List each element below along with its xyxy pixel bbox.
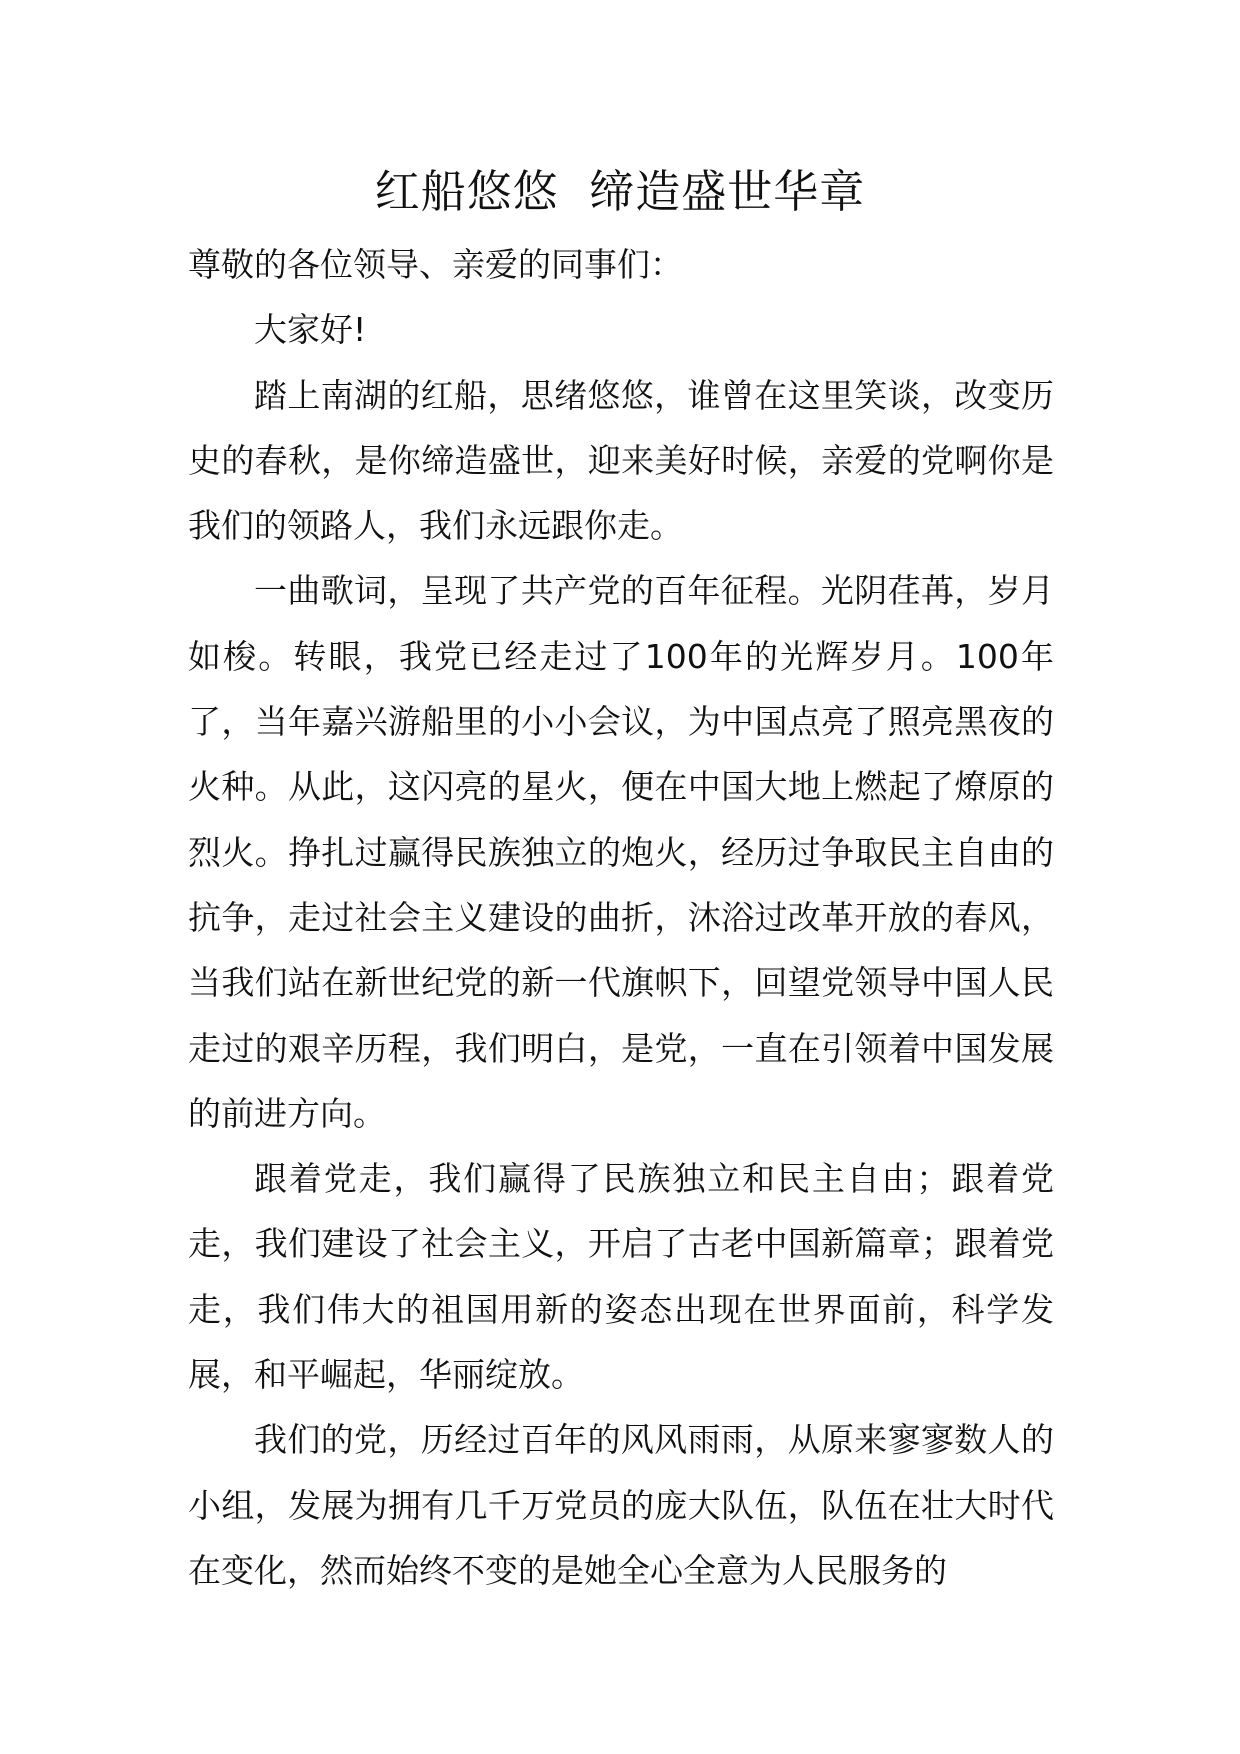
salutation: 尊敬的各位领导、亲爱的同事们： [188,245,683,284]
body-paragraph: 我们的党，历经过百年的风风雨雨，从原来寥寥数人的小组，发展为拥有几千万党员的庞大队伍，队伍在壮大时代在变化，然而始终不变的是她全心全意为人民服务的 [188,1420,1054,1590]
body-paragraph: 跟着党走，我们赢得了民族独立和民主自由；跟着党走，我们建设了社会主义，开启了古老中国新篇章；跟着党走，我们伟大的祖国用新的姿态出现在世界面前，科学发展，和平崛起，华丽绽放。 [188,1159,1054,1395]
greeting-paragraph: 大家好! [254,310,367,350]
document-body [188,232,1054,1603]
body-paragraph: 踏上南湖的红船，思绪悠悠，谁曾在这里笑谈，改变历史的春秋，是你缔造盛世，迎来美好时候，亲爱的党啊你是我们的领路人，我们永远跟你走。 [188,375,1054,546]
body-paragraph: 一曲歌词，呈现了共产党的百年征程。光阴荏苒，岁月如梭。转眼，我党已经走过了100年的光辉岁月。100年了，当年嘉兴游船里的小小会议，为中国点亮了照亮黑夜的火种。从此，这闪亮的星火，便在中国大地上燃起了燎原的烈火。挣扎过赢得民族独立的炮火，经历过争取民主自由的抗争，走过社会主义建设的曲折，沐浴过改革开放的春风，当我们站在新世纪党的新一代旗帜下，回望党领导中国人民走过的艰辛历程，我们明白，是党，一直在引领着中国发展的前进方向。 [188,571,1054,1133]
document-title: 红船悠悠 缔造盛世华章 [374,165,866,218]
